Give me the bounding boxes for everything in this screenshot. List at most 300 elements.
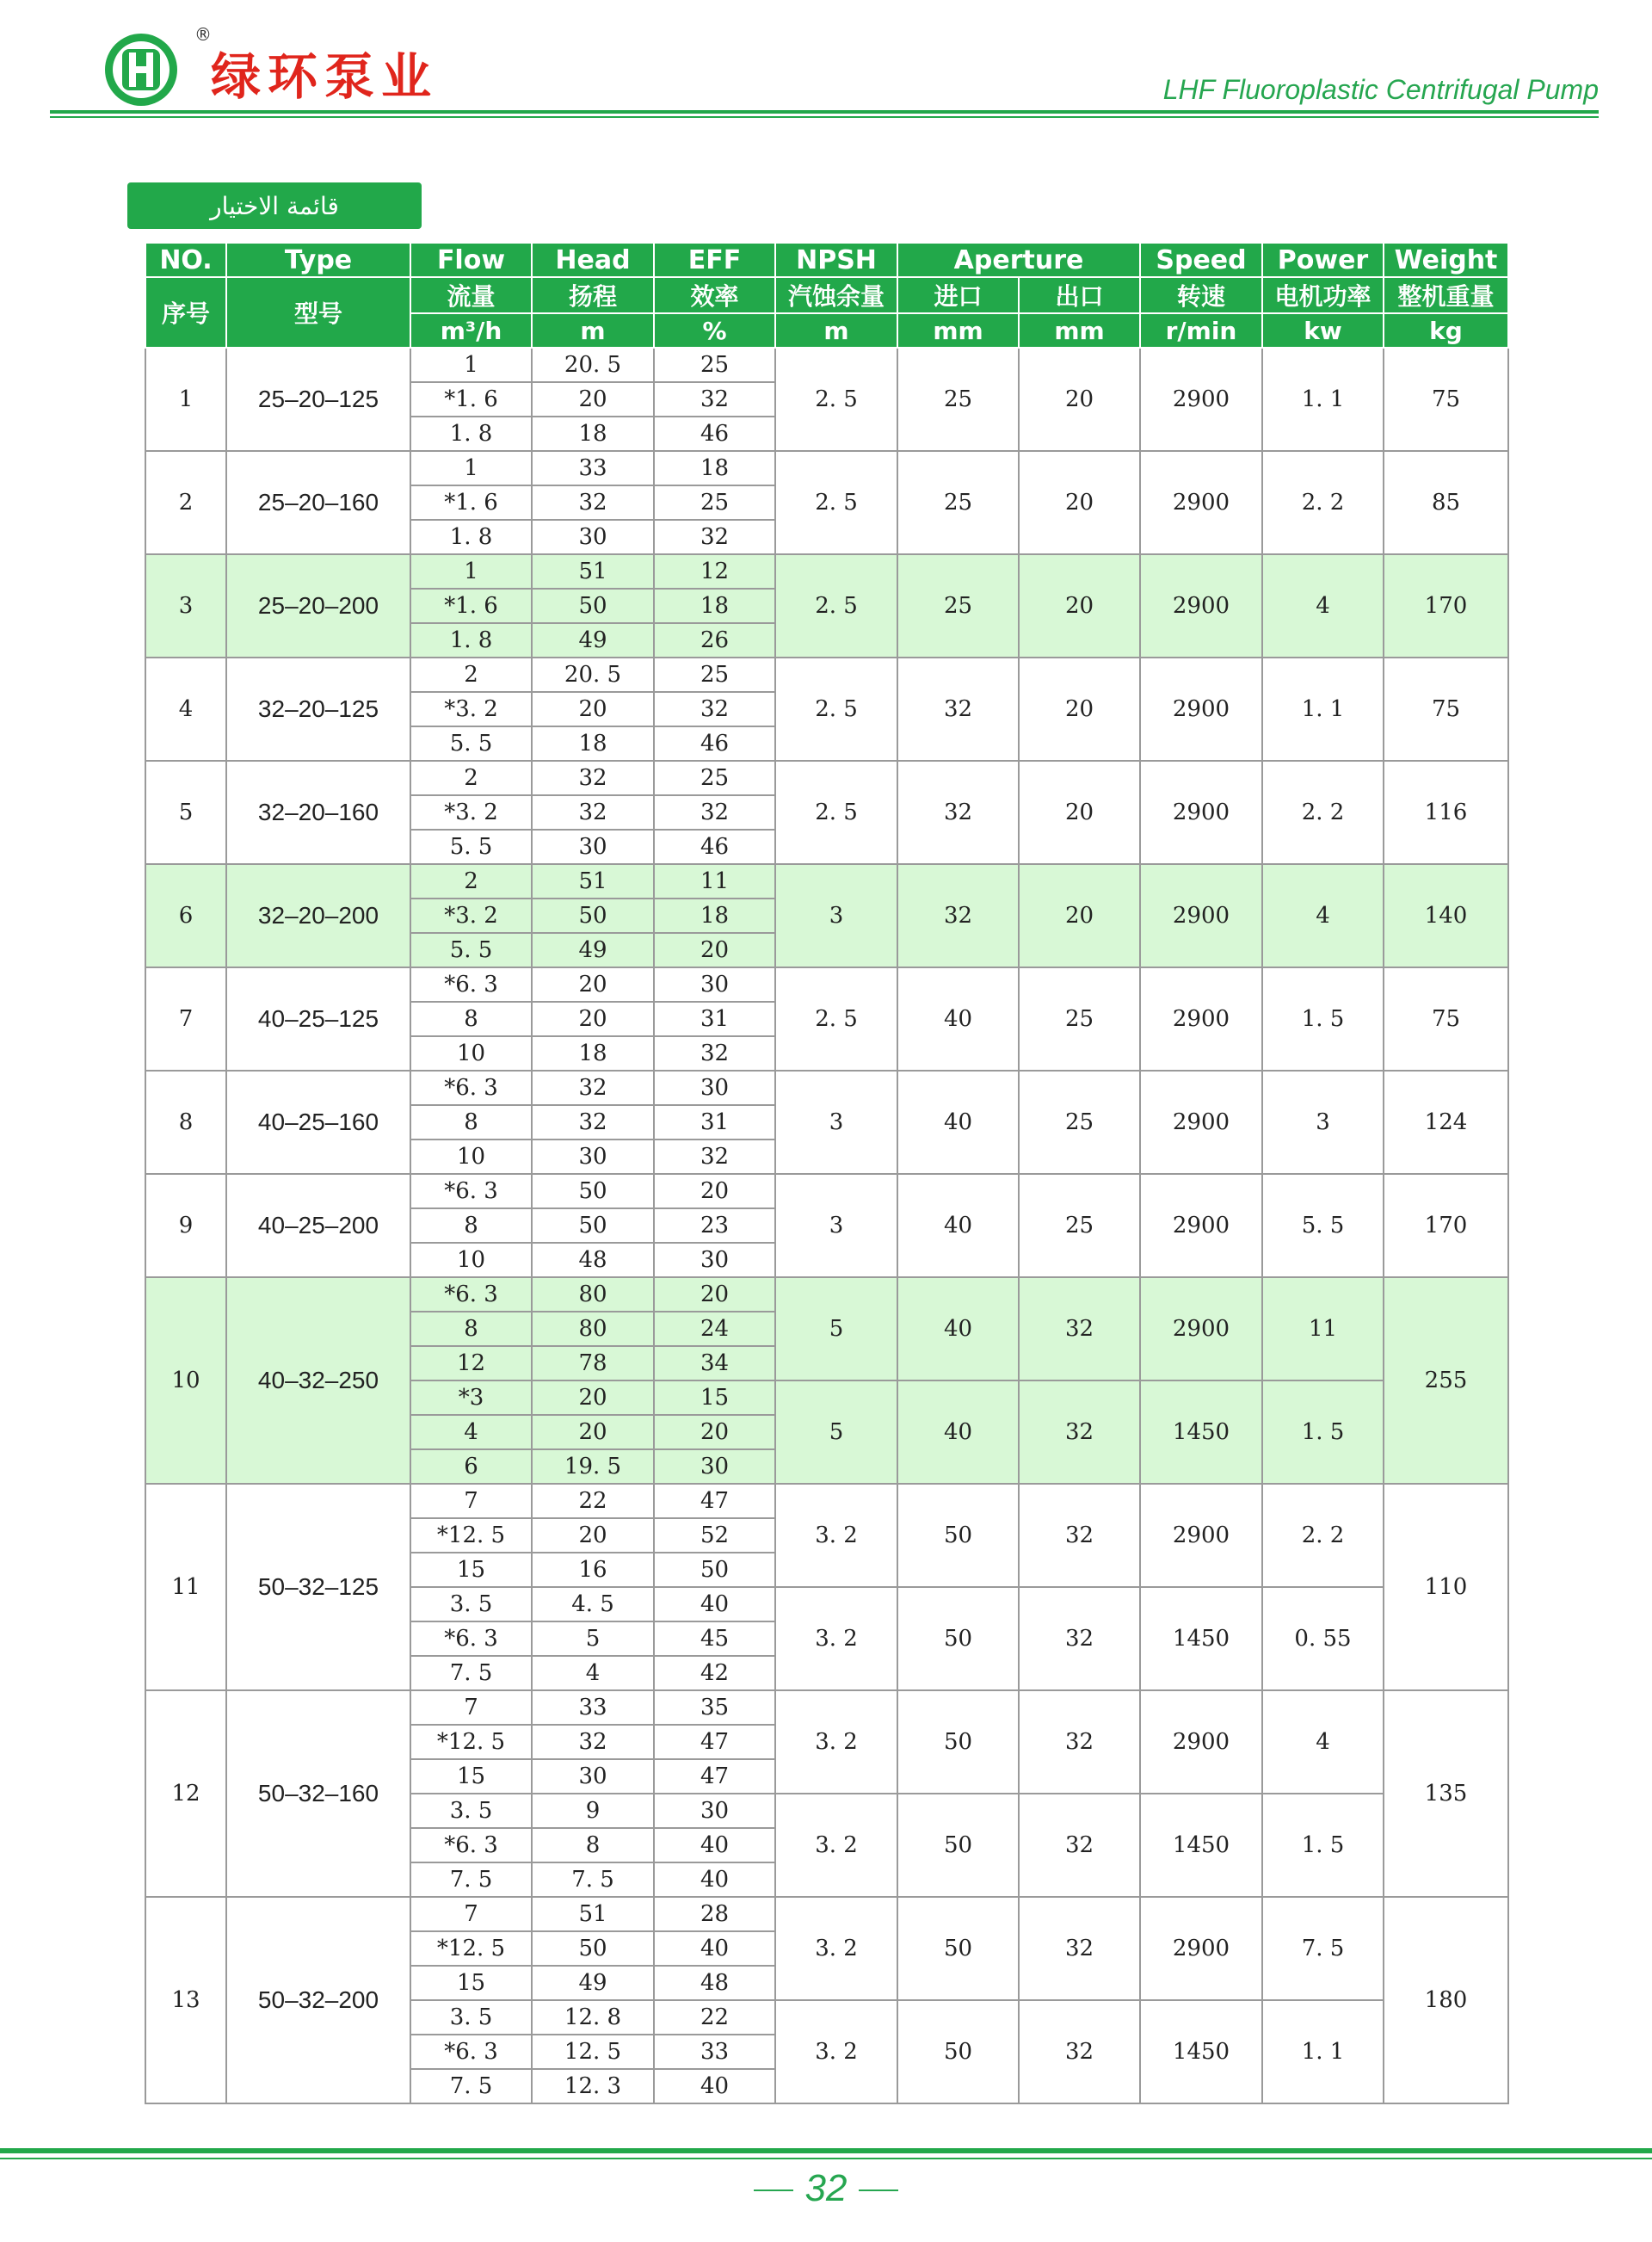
cell-flow: 3. 5	[410, 2000, 532, 2035]
cell-power: 1. 1	[1262, 658, 1384, 761]
cell-outlet: 20	[1019, 658, 1140, 761]
cell-power: 1. 5	[1262, 1794, 1384, 1897]
cell-head: 48	[532, 1243, 654, 1277]
cell-power: 11	[1262, 1277, 1384, 1380]
cell-head: 32	[532, 761, 654, 795]
cell-eff: 20	[654, 1277, 775, 1312]
cell-flow: *3. 2	[410, 795, 532, 830]
cell-speed: 1450	[1140, 1794, 1262, 1897]
table-row	[145, 1071, 1508, 1105]
cell-head: 20	[532, 1518, 654, 1553]
cell-eff: 15	[654, 1380, 775, 1415]
cell-npsh: 3. 2	[775, 1897, 897, 2000]
cell-eff: 40	[654, 2069, 775, 2103]
cell-eff: 32	[654, 795, 775, 830]
cell-flow: 15	[410, 1553, 532, 1587]
cell-head: 8	[532, 1828, 654, 1862]
cell-speed: 2900	[1140, 1484, 1262, 1587]
cell-type: 25–20–200	[226, 554, 410, 658]
cell-inlet: 50	[897, 1897, 1019, 2000]
cell-flow: *6. 3	[410, 1277, 532, 1312]
page-number	[0, 2167, 1652, 2210]
table-row	[145, 967, 1508, 1002]
cell-inlet: 50	[897, 2000, 1019, 2103]
cell-no: 3	[145, 554, 226, 658]
cell-flow: 8	[410, 1208, 532, 1243]
header-npsh-unit: m	[775, 313, 897, 348]
cell-head: 32	[532, 795, 654, 830]
cell-eff: 45	[654, 1621, 775, 1656]
header-no: NO.	[145, 243, 226, 277]
cell-type: 32–20–160	[226, 761, 410, 864]
cell-npsh: 3. 2	[775, 1794, 897, 1897]
cell-flow: 5. 5	[410, 933, 532, 967]
cell-head: 18	[532, 417, 654, 451]
cell-eff: 32	[654, 520, 775, 554]
table-row	[145, 451, 1508, 485]
cell-speed: 2900	[1140, 554, 1262, 658]
cell-head: 50	[532, 1174, 654, 1208]
cell-eff: 18	[654, 451, 775, 485]
cell-eff: 25	[654, 761, 775, 795]
cell-flow: 7. 5	[410, 1862, 532, 1897]
cell-weight: 170	[1384, 1174, 1508, 1277]
cell-flow: *3. 2	[410, 692, 532, 726]
cell-eff: 30	[654, 1449, 775, 1484]
cell-type: 32–20–200	[226, 864, 410, 967]
header-power-unit: kw	[1262, 313, 1384, 348]
cell-eff: 30	[654, 1071, 775, 1105]
cell-head: 51	[532, 864, 654, 899]
cell-npsh: 5	[775, 1277, 897, 1380]
cell-eff: 25	[654, 348, 775, 382]
cell-head: 12. 3	[532, 2069, 654, 2103]
cell-npsh: 2. 5	[775, 658, 897, 761]
cell-outlet: 32	[1019, 1897, 1140, 2000]
header-outlet-cn: 出口	[1019, 277, 1140, 313]
cell-eff: 30	[654, 1243, 775, 1277]
cell-flow: *1. 6	[410, 485, 532, 520]
cell-weight: 110	[1384, 1484, 1508, 1690]
cell-head: 20	[532, 967, 654, 1002]
cell-no: 11	[145, 1484, 226, 1690]
table-row	[145, 1484, 1508, 1518]
cell-no: 1	[145, 348, 226, 451]
cell-flow: 1. 8	[410, 520, 532, 554]
cell-outlet: 20	[1019, 348, 1140, 451]
cell-flow: *6. 3	[410, 1071, 532, 1105]
cell-head: 20	[532, 1415, 654, 1449]
cell-head: 5	[532, 1621, 654, 1656]
cell-speed: 2900	[1140, 761, 1262, 864]
cell-inlet: 25	[897, 348, 1019, 451]
header-head-unit: m	[532, 313, 654, 348]
cell-no: 13	[145, 1897, 226, 2103]
cell-head: 50	[532, 1931, 654, 1966]
cell-head: 4	[532, 1656, 654, 1690]
cell-weight: 255	[1384, 1277, 1508, 1484]
cell-eff: 47	[654, 1725, 775, 1759]
header-eff-cn: 效率	[654, 277, 775, 313]
cell-flow: 7	[410, 1897, 532, 1931]
cell-flow: *3	[410, 1380, 532, 1415]
cell-eff: 24	[654, 1312, 775, 1346]
cell-eff: 20	[654, 1174, 775, 1208]
header-no-cn: 序号	[145, 277, 226, 348]
cell-outlet: 32	[1019, 1690, 1140, 1794]
header-eff: EFF	[654, 243, 775, 277]
cell-no: 9	[145, 1174, 226, 1277]
cell-no: 6	[145, 864, 226, 967]
cell-eff: 47	[654, 1484, 775, 1518]
table-row	[145, 1690, 1508, 1725]
cell-flow: 7	[410, 1484, 532, 1518]
table-row	[145, 348, 1508, 382]
cell-outlet: 25	[1019, 967, 1140, 1071]
cell-speed: 2900	[1140, 348, 1262, 451]
cell-type: 40–25–200	[226, 1174, 410, 1277]
footer-divider	[0, 2148, 1652, 2153]
cell-eff: 46	[654, 726, 775, 761]
cell-eff: 20	[654, 1415, 775, 1449]
cell-speed: 2900	[1140, 1174, 1262, 1277]
cell-flow: *1. 6	[410, 382, 532, 417]
cell-flow: 15	[410, 1966, 532, 2000]
cell-speed: 2900	[1140, 451, 1262, 554]
cell-head: 78	[532, 1346, 654, 1380]
cell-head: 12. 5	[532, 2035, 654, 2069]
cell-flow: 8	[410, 1002, 532, 1036]
cell-flow: *6. 3	[410, 2035, 532, 2069]
cell-speed: 2900	[1140, 1277, 1262, 1380]
cell-weight: 180	[1384, 1897, 1508, 2103]
table-row	[145, 1897, 1508, 1931]
cell-eff: 35	[654, 1690, 775, 1725]
cell-head: 32	[532, 485, 654, 520]
cell-head: 20	[532, 382, 654, 417]
cell-head: 18	[532, 1036, 654, 1071]
cell-head: 9	[532, 1794, 654, 1828]
pump-spec-table	[145, 242, 1509, 2104]
cell-flow: 10	[410, 1243, 532, 1277]
cell-outlet: 20	[1019, 554, 1140, 658]
cell-flow: 4	[410, 1415, 532, 1449]
cell-no: 7	[145, 967, 226, 1071]
cell-eff: 11	[654, 864, 775, 899]
cell-head: 12. 8	[532, 2000, 654, 2035]
cell-eff: 31	[654, 1002, 775, 1036]
cell-flow: 7	[410, 1690, 532, 1725]
cell-flow: 15	[410, 1759, 532, 1794]
cell-flow: 1. 8	[410, 623, 532, 658]
cell-eff: 42	[654, 1656, 775, 1690]
cell-flow: 5. 5	[410, 726, 532, 761]
cell-outlet: 32	[1019, 1587, 1140, 1690]
cell-flow: 1. 8	[410, 417, 532, 451]
cell-weight: 140	[1384, 864, 1508, 967]
cell-inlet: 32	[897, 864, 1019, 967]
header-power-cn: 电机功率	[1262, 277, 1384, 313]
cell-outlet: 32	[1019, 1277, 1140, 1380]
cell-no: 8	[145, 1071, 226, 1174]
cell-npsh: 3. 2	[775, 1484, 897, 1587]
table-row	[145, 864, 1508, 899]
registered-mark: ®	[194, 24, 212, 45]
table-row	[145, 1277, 1508, 1312]
cell-eff: 32	[654, 382, 775, 417]
cell-npsh: 3. 2	[775, 2000, 897, 2103]
cell-eff: 46	[654, 830, 775, 864]
header-flow: Flow	[410, 243, 532, 277]
cell-head: 32	[532, 1071, 654, 1105]
cell-type: 25–20–125	[226, 348, 410, 451]
cell-outlet: 25	[1019, 1071, 1140, 1174]
cell-npsh: 2. 5	[775, 554, 897, 658]
header-flow-cn: 流量	[410, 277, 532, 313]
cell-eff: 22	[654, 2000, 775, 2035]
header-outlet-unit: mm	[1019, 313, 1140, 348]
cell-npsh: 3. 2	[775, 1587, 897, 1690]
cell-head: 32	[532, 1105, 654, 1140]
cell-npsh: 3	[775, 1174, 897, 1277]
cell-flow: *6. 3	[410, 1621, 532, 1656]
header-speed-unit: r/min	[1140, 313, 1262, 348]
cell-head: 30	[532, 1140, 654, 1174]
cell-head: 50	[532, 899, 654, 933]
cell-flow: *12. 5	[410, 1725, 532, 1759]
cell-eff: 46	[654, 417, 775, 451]
cell-head: 33	[532, 451, 654, 485]
table-row	[145, 554, 1508, 589]
cell-weight: 85	[1384, 451, 1508, 554]
cell-outlet: 32	[1019, 1380, 1140, 1484]
cell-npsh: 2. 5	[775, 761, 897, 864]
header-speed: Speed	[1140, 243, 1262, 277]
cell-eff: 25	[654, 485, 775, 520]
cell-eff: 30	[654, 1794, 775, 1828]
cell-outlet: 32	[1019, 2000, 1140, 2103]
cell-weight: 75	[1384, 658, 1508, 761]
cell-inlet: 32	[897, 658, 1019, 761]
cell-outlet: 20	[1019, 864, 1140, 967]
cell-head: 80	[532, 1312, 654, 1346]
cell-type: 32–20–125	[226, 658, 410, 761]
cell-power: 4	[1262, 554, 1384, 658]
header-head: Head	[532, 243, 654, 277]
cell-speed: 2900	[1140, 1897, 1262, 2000]
cell-npsh: 3. 2	[775, 1690, 897, 1794]
cell-weight: 75	[1384, 348, 1508, 451]
header-npsh-cn: 汽蚀余量	[775, 277, 897, 313]
cell-power: 0. 55	[1262, 1587, 1384, 1690]
cell-eff: 25	[654, 658, 775, 692]
cell-head: 80	[532, 1277, 654, 1312]
cell-power: 7. 5	[1262, 1897, 1384, 2000]
section-badge: قائمة الاختيار	[127, 182, 422, 229]
cell-eff: 31	[654, 1105, 775, 1140]
cell-head: 19. 5	[532, 1449, 654, 1484]
cell-inlet: 40	[897, 1174, 1019, 1277]
cell-eff: 23	[654, 1208, 775, 1243]
cell-inlet: 40	[897, 967, 1019, 1071]
cell-flow: *6. 3	[410, 1828, 532, 1862]
cell-inlet: 25	[897, 451, 1019, 554]
cell-inlet: 40	[897, 1277, 1019, 1380]
cell-speed: 2900	[1140, 1690, 1262, 1794]
cell-npsh: 3	[775, 864, 897, 967]
cell-outlet: 25	[1019, 1174, 1140, 1277]
cell-eff: 32	[654, 692, 775, 726]
cell-inlet: 40	[897, 1380, 1019, 1484]
header-type: Type	[226, 243, 410, 277]
cell-head: 20	[532, 1380, 654, 1415]
header-weight-unit: kg	[1384, 313, 1508, 348]
cell-head: 30	[532, 830, 654, 864]
header-speed-cn: 转速	[1140, 277, 1262, 313]
document-subtitle: LHF Fluoroplastic Centrifugal Pump	[1162, 74, 1599, 105]
cell-power: 1. 5	[1262, 1380, 1384, 1484]
cell-weight: 75	[1384, 967, 1508, 1071]
cell-speed: 1450	[1140, 1587, 1262, 1690]
cell-type: 40–25–125	[226, 967, 410, 1071]
header-flow-unit: m³/h	[410, 313, 532, 348]
cell-flow: 10	[410, 1140, 532, 1174]
cell-eff: 26	[654, 623, 775, 658]
table-row	[145, 658, 1508, 692]
table-body	[145, 348, 1508, 2103]
cell-eff: 32	[654, 1036, 775, 1071]
cell-power: 3	[1262, 1071, 1384, 1174]
header-npsh: NPSH	[775, 243, 897, 277]
cell-eff: 40	[654, 1828, 775, 1862]
header-weight-cn: 整机重量	[1384, 277, 1508, 313]
cell-head: 49	[532, 1966, 654, 2000]
cell-eff: 34	[654, 1346, 775, 1380]
cell-flow: 1	[410, 554, 532, 589]
cell-npsh: 3	[775, 1071, 897, 1174]
cell-flow: 12	[410, 1346, 532, 1380]
header-type-cn: 型号	[226, 277, 410, 348]
header-inlet-unit: mm	[897, 313, 1019, 348]
cell-power: 2. 2	[1262, 1484, 1384, 1587]
cell-head: 50	[532, 1208, 654, 1243]
cell-eff: 30	[654, 967, 775, 1002]
header-power: Power	[1262, 243, 1384, 277]
cell-flow: 8	[410, 1312, 532, 1346]
cell-head: 51	[532, 1897, 654, 1931]
cell-head: 51	[532, 554, 654, 589]
cell-eff: 48	[654, 1966, 775, 2000]
cell-power: 4	[1262, 864, 1384, 967]
cell-flow: *6. 3	[410, 967, 532, 1002]
cell-inlet: 25	[897, 554, 1019, 658]
cell-head: 20	[532, 692, 654, 726]
header-inlet-cn: 进口	[897, 277, 1019, 313]
cell-head: 33	[532, 1690, 654, 1725]
cell-npsh: 2. 5	[775, 967, 897, 1071]
cell-flow: *12. 5	[410, 1931, 532, 1966]
table-header	[145, 243, 1508, 348]
cell-flow: 10	[410, 1036, 532, 1071]
cell-eff: 40	[654, 1587, 775, 1621]
cell-inlet: 50	[897, 1587, 1019, 1690]
cell-eff: 52	[654, 1518, 775, 1553]
cell-weight: 116	[1384, 761, 1508, 864]
cell-flow: *12. 5	[410, 1518, 532, 1553]
cell-weight: 124	[1384, 1071, 1508, 1174]
header-divider-thin	[50, 116, 1599, 118]
cell-npsh: 2. 5	[775, 451, 897, 554]
cell-head: 20. 5	[532, 658, 654, 692]
cell-eff: 18	[654, 899, 775, 933]
cell-head: 18	[532, 726, 654, 761]
cell-power: 1. 1	[1262, 2000, 1384, 2103]
cell-type: 50–32–125	[226, 1484, 410, 1690]
cell-no: 4	[145, 658, 226, 761]
cell-flow: 2	[410, 761, 532, 795]
cell-head: 30	[532, 1759, 654, 1794]
cell-eff: 28	[654, 1897, 775, 1931]
cell-flow: 2	[410, 658, 532, 692]
table-row	[145, 761, 1508, 795]
cell-flow: 1	[410, 348, 532, 382]
header-head-cn: 扬程	[532, 277, 654, 313]
header-weight: Weight	[1384, 243, 1508, 277]
cell-inlet: 50	[897, 1794, 1019, 1897]
cell-weight: 135	[1384, 1690, 1508, 1897]
cell-no: 5	[145, 761, 226, 864]
cell-head: 50	[532, 589, 654, 623]
cell-eff: 47	[654, 1759, 775, 1794]
cell-inlet: 40	[897, 1071, 1019, 1174]
cell-type: 40–32–250	[226, 1277, 410, 1484]
cell-flow: 3. 5	[410, 1794, 532, 1828]
cell-outlet: 32	[1019, 1794, 1140, 1897]
cell-eff: 40	[654, 1931, 775, 1966]
cell-flow: 7. 5	[410, 1656, 532, 1690]
cell-flow: 8	[410, 1105, 532, 1140]
cell-eff: 40	[654, 1862, 775, 1897]
cell-eff: 32	[654, 1140, 775, 1174]
cell-flow: *1. 6	[410, 589, 532, 623]
cell-head: 4. 5	[532, 1587, 654, 1621]
cell-power: 4	[1262, 1690, 1384, 1794]
cell-head: 49	[532, 623, 654, 658]
cell-type: 25–20–160	[226, 451, 410, 554]
cell-npsh: 2. 5	[775, 348, 897, 451]
cell-speed: 1450	[1140, 1380, 1262, 1484]
cell-flow: 7. 5	[410, 2069, 532, 2103]
cell-flow: *3. 2	[410, 899, 532, 933]
cell-head: 22	[532, 1484, 654, 1518]
footer-divider-thin	[0, 2158, 1652, 2159]
cell-no: 10	[145, 1277, 226, 1484]
cell-power: 2. 2	[1262, 451, 1384, 554]
cell-eff: 18	[654, 589, 775, 623]
cell-outlet: 20	[1019, 761, 1140, 864]
cell-no: 2	[145, 451, 226, 554]
cell-head: 7. 5	[532, 1862, 654, 1897]
cell-head: 20. 5	[532, 348, 654, 382]
cell-head: 16	[532, 1553, 654, 1587]
cell-power: 1. 1	[1262, 348, 1384, 451]
table-row	[145, 1174, 1508, 1208]
cell-speed: 2900	[1140, 864, 1262, 967]
cell-type: 40–25–160	[226, 1071, 410, 1174]
cell-speed: 1450	[1140, 2000, 1262, 2103]
brand-logo-icon	[103, 32, 179, 108]
cell-flow: 3. 5	[410, 1587, 532, 1621]
